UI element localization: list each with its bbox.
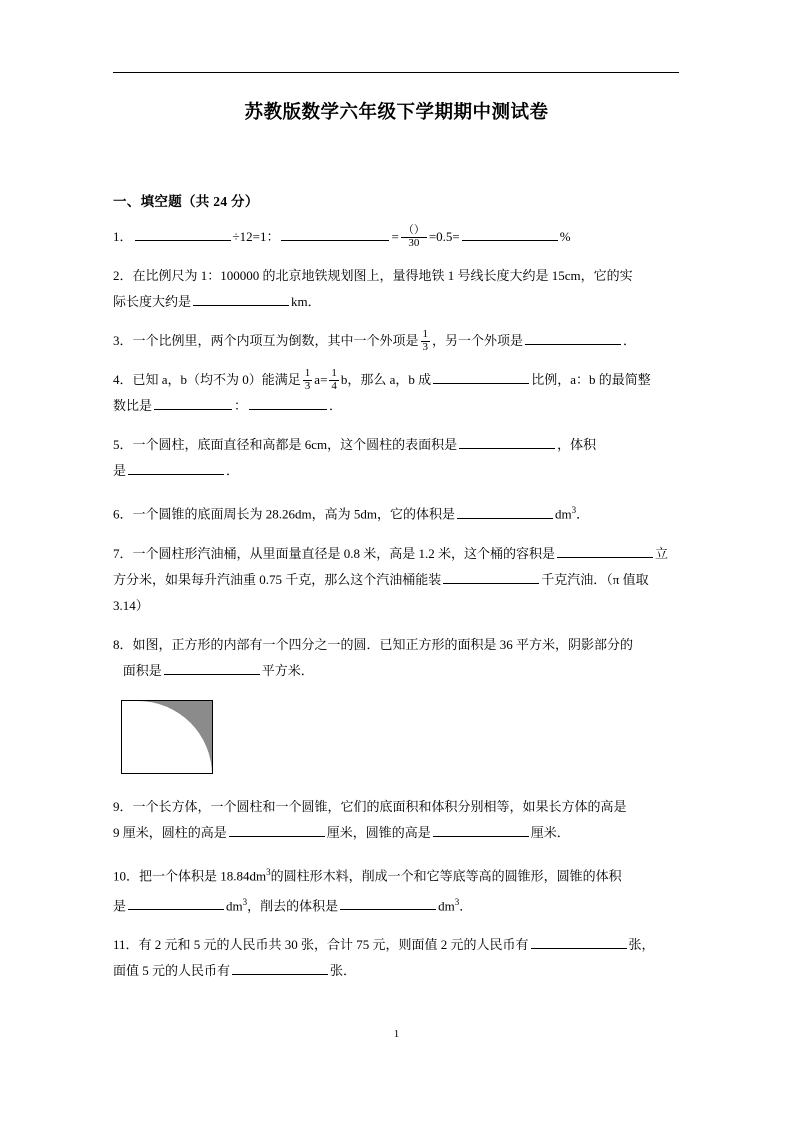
question-5-text-c: 是 <box>113 463 127 479</box>
question-8-number: 8． <box>113 636 133 652</box>
question-7 <box>113 541 683 619</box>
fraction-one-quarter <box>329 368 339 392</box>
question-4-text-c: b，那么 a，b 成 <box>340 372 432 388</box>
question-5-number: 5． <box>113 437 133 453</box>
fraction-numerator: 1 <box>422 328 429 341</box>
page-title: 苏教版数学六年级下学期期中测试卷 <box>244 103 549 123</box>
question-10-text-d: dm <box>226 898 243 914</box>
fraction-numerator: 1 <box>331 367 337 380</box>
question-6 <box>113 497 683 527</box>
exponent: 3 <box>454 896 460 907</box>
question-8-text-a: 如图，正方形的内部有一个四分之一的圆．已知正方形的面积是 36 平方米，阴影部分的 <box>132 636 634 652</box>
question-5 <box>113 432 683 484</box>
question-3-text-c: ． <box>623 333 637 349</box>
answer-blank[interactable] <box>433 822 529 837</box>
answer-blank[interactable] <box>193 291 289 306</box>
question-11-text-c: 面值 5 元的人民币有 <box>113 963 231 979</box>
question-6-text-b: dm <box>555 506 572 522</box>
fraction-numerator: （） <box>402 223 425 236</box>
answer-blank[interactable] <box>557 543 653 558</box>
question-3 <box>113 328 683 354</box>
question-9-text-d: 厘米． <box>530 824 570 840</box>
answer-blank[interactable] <box>164 660 260 675</box>
question-2-text-b: 际长度大约是 <box>113 294 192 310</box>
answer-blank[interactable] <box>232 960 328 975</box>
question-1-text-d: % <box>559 229 571 244</box>
question-1-text-a: ÷12=1： <box>232 229 280 244</box>
section-heading: 一、填空题（共 24 分） <box>113 194 259 209</box>
question-11-text-a: 有 2 元和 5 元的人民币共 30 张，合计 75 元，则面值 2 元的人民币有 <box>138 937 529 953</box>
question-4-text-d: 比例，a：b 的最简整 <box>531 372 651 388</box>
question-4-text-f: ： <box>234 398 248 414</box>
question-4-number: 4． <box>113 372 133 388</box>
answer-blank[interactable] <box>525 330 621 345</box>
question-4-text-e: 数比是 <box>113 398 153 414</box>
question-7-text-a: 一个圆柱形汽油桶，从里面量直径是 0.8 米，高是 1.2 米，这个桶的容积是 <box>132 545 556 561</box>
answer-blank[interactable] <box>281 226 389 241</box>
question-1-text-b: = <box>391 229 399 244</box>
question-7-text-c: 方分米，如果每升汽油重 0.75 千克，那么这个汽油桶能装 <box>113 571 442 587</box>
question-7-text-e: 3.14） <box>113 597 149 613</box>
question-9-number: 9． <box>113 798 133 814</box>
document-body <box>113 190 683 997</box>
page-number: 1 <box>393 1028 400 1040</box>
question-11 <box>113 932 683 984</box>
question-10-number: 10． <box>113 867 140 883</box>
question-2-text-a: 在比例尺为 1：100000 的北京地铁规划图上，量得地铁 1 号线长度大约是 15cm，它的实 <box>132 268 633 284</box>
fraction-numerator: 1 <box>304 367 311 380</box>
question-8-text-b: 面积是 <box>122 662 162 678</box>
fraction-denominator: 3 <box>422 340 429 353</box>
question-2-text-c: km． <box>291 294 321 310</box>
question-7-number: 7． <box>113 545 133 561</box>
exponent: 3 <box>266 866 271 877</box>
question-4 <box>113 367 683 419</box>
figure-quarter-circle <box>113 700 683 774</box>
question-11-text-b: 张， <box>628 937 655 953</box>
question-4-text-g: ． <box>329 398 343 414</box>
answer-blank[interactable] <box>462 226 558 241</box>
question-2 <box>113 263 683 315</box>
question-5-text-d: ． <box>226 463 240 479</box>
exponent: 3 <box>242 896 248 907</box>
fraction-one-third <box>303 368 313 392</box>
question-6-number: 6． <box>113 506 133 522</box>
question-7-text-d: 千克汽油．（π 值取 <box>541 571 649 587</box>
square-shape <box>121 700 213 774</box>
fraction-denominator: 30 <box>408 236 420 249</box>
exponent: 3 <box>571 505 577 516</box>
question-10-text-b: 的圆柱形木料，削成一个和它等底等高的圆锥形，圆锥的体积 <box>270 867 622 883</box>
question-2-number: 2． <box>113 268 133 284</box>
question-10-text-e: ，削去的体积是 <box>247 898 339 914</box>
answer-blank[interactable] <box>135 226 231 241</box>
fraction-one-third <box>421 329 431 353</box>
question-3-number: 3． <box>113 333 133 349</box>
question-3-text-a: 一个比例里，两个内项互为倒数，其中一个外项是 <box>132 333 419 349</box>
answer-blank[interactable] <box>128 460 224 475</box>
question-6-text-a: 一个圆锥的底面周长为 28.26dm，高为 5dm，它的体积是 <box>132 506 455 522</box>
answer-blank[interactable] <box>433 369 529 384</box>
fraction-1 <box>401 225 427 249</box>
answer-blank[interactable] <box>128 895 224 910</box>
answer-blank[interactable] <box>154 395 232 410</box>
question-10-text-a: 把一个体积是 18.84dm <box>139 867 267 883</box>
question-11-number: 11． <box>113 937 139 953</box>
question-5-text-a: 一个圆柱，底面直径和高都是 6cm，这个圆柱的表面积是 <box>132 437 458 453</box>
question-6-text-c: ． <box>576 506 590 522</box>
question-9-text-c: 厘米，圆锥的高是 <box>326 824 431 840</box>
question-5-text-b: ，体积 <box>557 437 597 453</box>
question-11-text-d: 张． <box>330 963 357 979</box>
question-9-text-a: 一个长方体，一个圆柱和一个圆锥，它们的底面积和体积分别相等，如果长方体的高是 <box>132 798 627 814</box>
question-4-text-a: 已知 a，b（均不为 0）能满足 <box>132 372 301 388</box>
question-10-text-g: ． <box>459 898 473 914</box>
question-8-text-c: 平方米． <box>261 662 314 678</box>
question-7-text-b: 立 <box>655 545 669 561</box>
question-1-text-c: =0.5= <box>428 229 460 244</box>
answer-blank[interactable] <box>340 895 436 910</box>
question-10 <box>113 859 683 920</box>
question-9 <box>113 794 683 846</box>
answer-blank[interactable] <box>249 395 327 410</box>
question-10-text-c: 是 <box>113 898 127 914</box>
answer-blank[interactable] <box>459 434 555 449</box>
question-4-text-b: a= <box>314 372 328 388</box>
question-9-text-b: 9 厘米，圆柱的高是 <box>113 824 227 840</box>
question-3-text-b: ，另一个外项是 <box>432 333 524 349</box>
fraction-denominator: 4 <box>331 379 337 392</box>
question-1-number: 1． <box>113 229 133 244</box>
question-10-text-f: dm <box>438 898 455 914</box>
header-rule <box>113 72 679 73</box>
fraction-denominator: 3 <box>304 379 311 392</box>
answer-blank[interactable] <box>229 822 325 837</box>
answer-blank[interactable] <box>531 934 627 949</box>
answer-blank[interactable] <box>443 569 539 584</box>
question-1 <box>113 224 683 250</box>
question-8 <box>113 632 683 684</box>
answer-blank[interactable] <box>457 504 553 519</box>
